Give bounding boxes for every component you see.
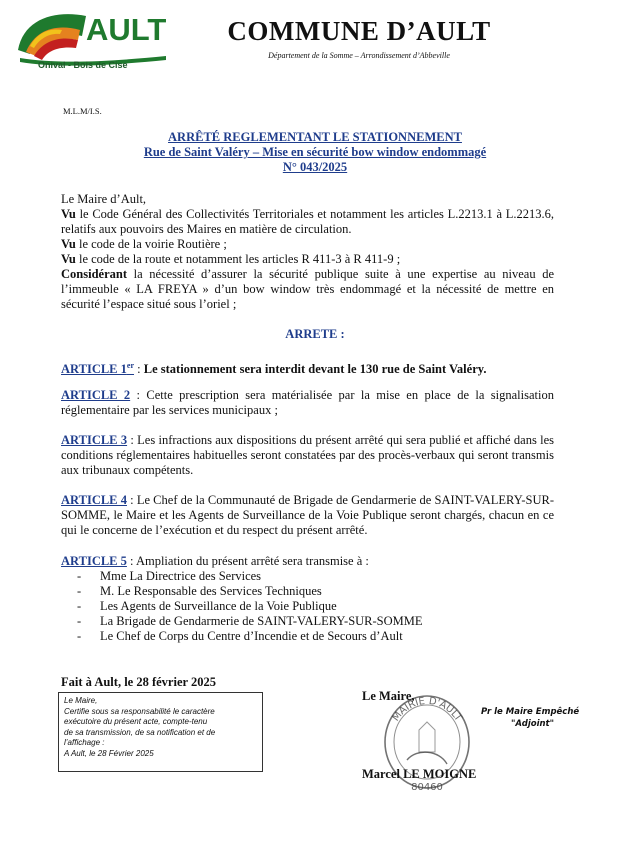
heading-line-2: Rue de Saint Valéry – Mise en sécurité bow window endommagé [143,145,487,159]
article-superscript: er [126,361,135,370]
certification-line: exécutoire du présent acte, compte-tenu [64,717,208,726]
vu-code-route [61,252,554,267]
vu-text: le code de la voirie Routière ; [75,237,227,251]
article-3: ARTICLE 3 : Les infractions aux dispositions du présent arrêté qui sera publié et affiché dans les conditions réglementaires habituelles seront constatées par des procès-verbaux qui seront transmis aux tribunaux compétents. [61,433,554,477]
article-text: Cette prescription sera matérialisée par la mise en place de la signalisation réglementaire par les services municipaux ; [61,388,554,417]
list-item: - Le Chef de Corps du Centre d’Incendie et de Secours d’Ault [61,629,554,644]
vu-text: le Code Général des Collectivités Territoriales et notamment les articles L.2213.1 à L.2213.6, relatifs aux pouvoirs des Maires en matière de circulation. [61,207,554,236]
certification-line: Le Maire, [64,696,98,705]
considerant-text: la nécessité d’assurer la sécurité publique suite à une expertise au niveau de l’immeuble « LA FREYA » d’un bow window très endommagé et la nécessité de mettre en sécurité l’espace situé sous l’oriel ; [61,267,554,311]
article-text: Ampliation du présent arrêté sera transmise à : [135,554,369,568]
article-2: ARTICLE 2 : Cette prescription sera matérialisée par la mise en place de la signalisation réglementaire par les services municipaux ; [61,388,554,417]
vu-label: Vu [61,252,76,266]
arrete-word: ARRETE : [285,327,345,341]
vu-label: Vu [61,207,76,221]
certification-box [58,692,263,772]
vu-label: Vu [61,237,76,251]
logo-text: AULT [86,12,167,47]
considerant [61,267,554,312]
article-label: ARTICLE 5 [61,554,127,568]
article-label: ARTICLE 2 [61,388,131,402]
certification-line: de sa transmission, de sa notification et de [64,727,216,737]
article-5: ARTICLE 5 : Ampliation du présent arrêté sera transmise à : - Mme La Directrice des Services - M. Le Responsable des Services Techniques - Les Agents de Surveillance de la Voie Publique - La Brigade de Gendarmerie de SAINT-VALERY-SUR-SOMME - Le Chef de Corps du Centre d’Incendie et de Secours d’Ault [61,554,554,644]
arrete-heading [60,130,570,175]
article-text: Les infractions aux dispositions du présent arrêté qui sera publié et affiché dans les conditions réglementaires habituelles seront constatées par des procès-verbaux qui seront transmis aux tribunaux compétents. [61,433,554,477]
document-reference: M.L.M/I.S. [63,106,102,116]
list-item: - La Brigade de Gendarmerie de SAINT-VALERY-SUR-SOMME [61,614,554,629]
logo-subtext: Onival - Bois de Cise [38,60,128,68]
commune-logo [16,6,168,68]
stamp-postcode: 80460 [411,782,443,793]
vu-code-voirie [61,237,554,252]
article-label: ARTICLE 4 [61,493,127,507]
page-subtitle: Département de la Somme – Arrondissement d’Abbeville [268,51,450,60]
preamble-intro: Le Maire d’Ault, [61,192,147,206]
vu-text: le code de la route et notamment les articles R 411-3 à R 411-9 ; [75,252,401,266]
article-4: ARTICLE 4 : Le Chef de la Communauté de Brigade de Gendarmerie de SAINT-VALERY-SUR-SOMME, le Maire et les Agents de Surveillance de la Voie Publique seront chargés, chacun en ce qui le concerne de l’exécution et du respect du présent arrêté. [61,493,554,537]
signature-role: Le Maire, [362,689,415,703]
list-item: - Mme La Directrice des Services [61,569,554,584]
considerant-label: Considérant [61,267,127,281]
certification-line: l’affichage : [64,738,105,747]
certification-line: A Ault, le 28 Février 2025 [64,748,154,758]
adjoint-line-1: Pr le Maire Empêché [481,707,580,717]
adjoint-line-2: "Adjoint" [511,719,555,729]
heading-line-3: N° 043/2025 [282,160,348,174]
vu-code-general [61,207,554,237]
stamp-text: MAIRIE D'AULT [390,695,464,724]
preamble [61,192,554,312]
mairie-stamp [377,690,477,800]
article-text: Le Chef de la Communauté de Brigade de Gendarmerie de SAINT-VALERY-SUR-SOMME, le Maire et les Agents de Surveillance de la Voie Publique seront chargés, chacun en ce qui le concerne de l’exécution et du respect du présent arrêté. [61,493,554,537]
signer-name: Marcel LE MOIGNE [362,767,477,781]
adjoint-annotation [481,706,591,730]
list-item: - Les Agents de Surveillance de la Voie Publique [61,599,554,614]
list-item: - M. Le Responsable des Services Techniques [61,584,554,599]
article-label: ARTICLE 1er [61,361,135,377]
page-title: COMMUNE D’AULT [227,16,491,46]
article-1: ARTICLE 1er : Le stationnement sera interdit devant le 130 rue de Saint Valéry. [61,361,487,377]
article-text: Le stationnement sera interdit devant le 130 rue de Saint Valéry. [143,362,487,377]
fait-a-ault: Fait à Ault, le 28 février 2025 [61,675,216,689]
certification-line: Certifie sous sa responsabilité le caractère [64,706,215,716]
distribution-list [61,569,554,644]
article-label: ARTICLE 3 [61,433,128,447]
heading-line-1: ARRÊTÉ REGLEMENTANT LE STATIONNEMENT [168,130,462,144]
